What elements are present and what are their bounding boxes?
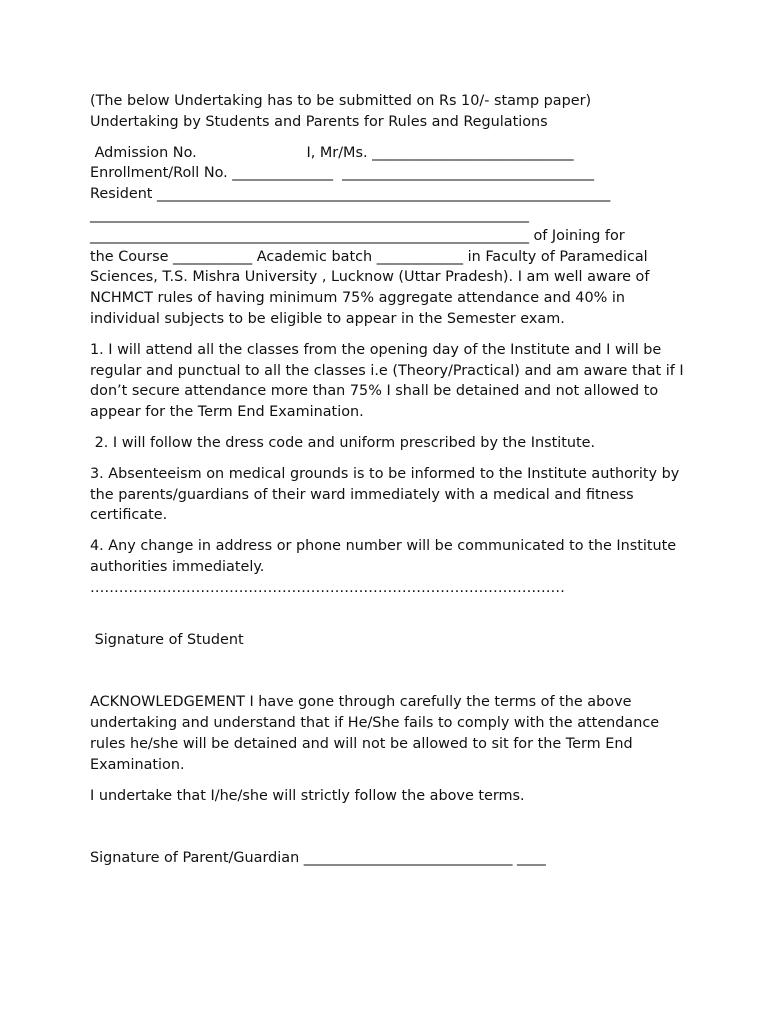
parent-signature-line: Signature of Parent/Guardian _____________________________ ____	[90, 850, 546, 867]
document-body	[90, 91, 690, 869]
rule-4: 4. Any change in address or phone number will be communicated to the Institute authorities immediately.	[90, 538, 677, 575]
student-signature-label: Signature of Student	[90, 631, 244, 648]
acknowledgement-paragraph: ACKNOWLEDGEMENT I have gone through carefully the terms of the above undertaking and understand that if He/She fails to comply with the attendance rules he/she will be detained and will not be allowed to sit for the Term End Examination.	[90, 694, 660, 773]
intro-paragraph: the Course ___________ Academic batch ____________ in Faculty of Paramedical Sciences, T.S. Mishra University , Lucknow (Uttar Pradesh). I am well aware of NCHMCT rules of having minimum 75% aggregate attendance and 40% in individual subjects to be eligible to appear in the Semester exam.	[90, 248, 650, 327]
rule-1: 1. I will attend all the classes from the opening day of the Institute and I will be regular and punctual to all the classes i.e (Theory/Practical) and am aware that if I don’t secure attendance more than 75% I shall be detained and not allowed to appear for the Term End Examination.	[90, 341, 684, 421]
rule-2: 2. I will follow the dress code and uniform prescribed by the Institute.	[90, 434, 596, 451]
dotted-separator: ………………………………………………………………………………………	[90, 579, 565, 596]
form-line-resident: Resident _______________________________________________________________	[90, 186, 611, 203]
form-line-enrollment: Enrollment/Roll No. ______________ ___________________________________	[90, 165, 595, 182]
form-line-blank: _____________________________________________________________	[90, 206, 529, 223]
form-line-joining: _____________________________________________________________ of Joining for	[90, 227, 625, 244]
form-line-admission: Admission No. I, Mr/Ms. ____________________________	[90, 144, 574, 161]
stamp-paper-note: (The below Undertaking has to be submitted on Rs 10/- stamp paper)	[90, 93, 592, 109]
undertake-statement: I undertake that I/he/she will strictly follow the above terms.	[90, 787, 525, 804]
document-title: Undertaking by Students and Parents for Rules and Regulations	[90, 113, 548, 130]
rule-3: 3. Absenteeism on medical grounds is to be informed to the Institute authority by the parents/guardians of their ward immediately with a medical and fitness certificate.	[90, 465, 680, 524]
